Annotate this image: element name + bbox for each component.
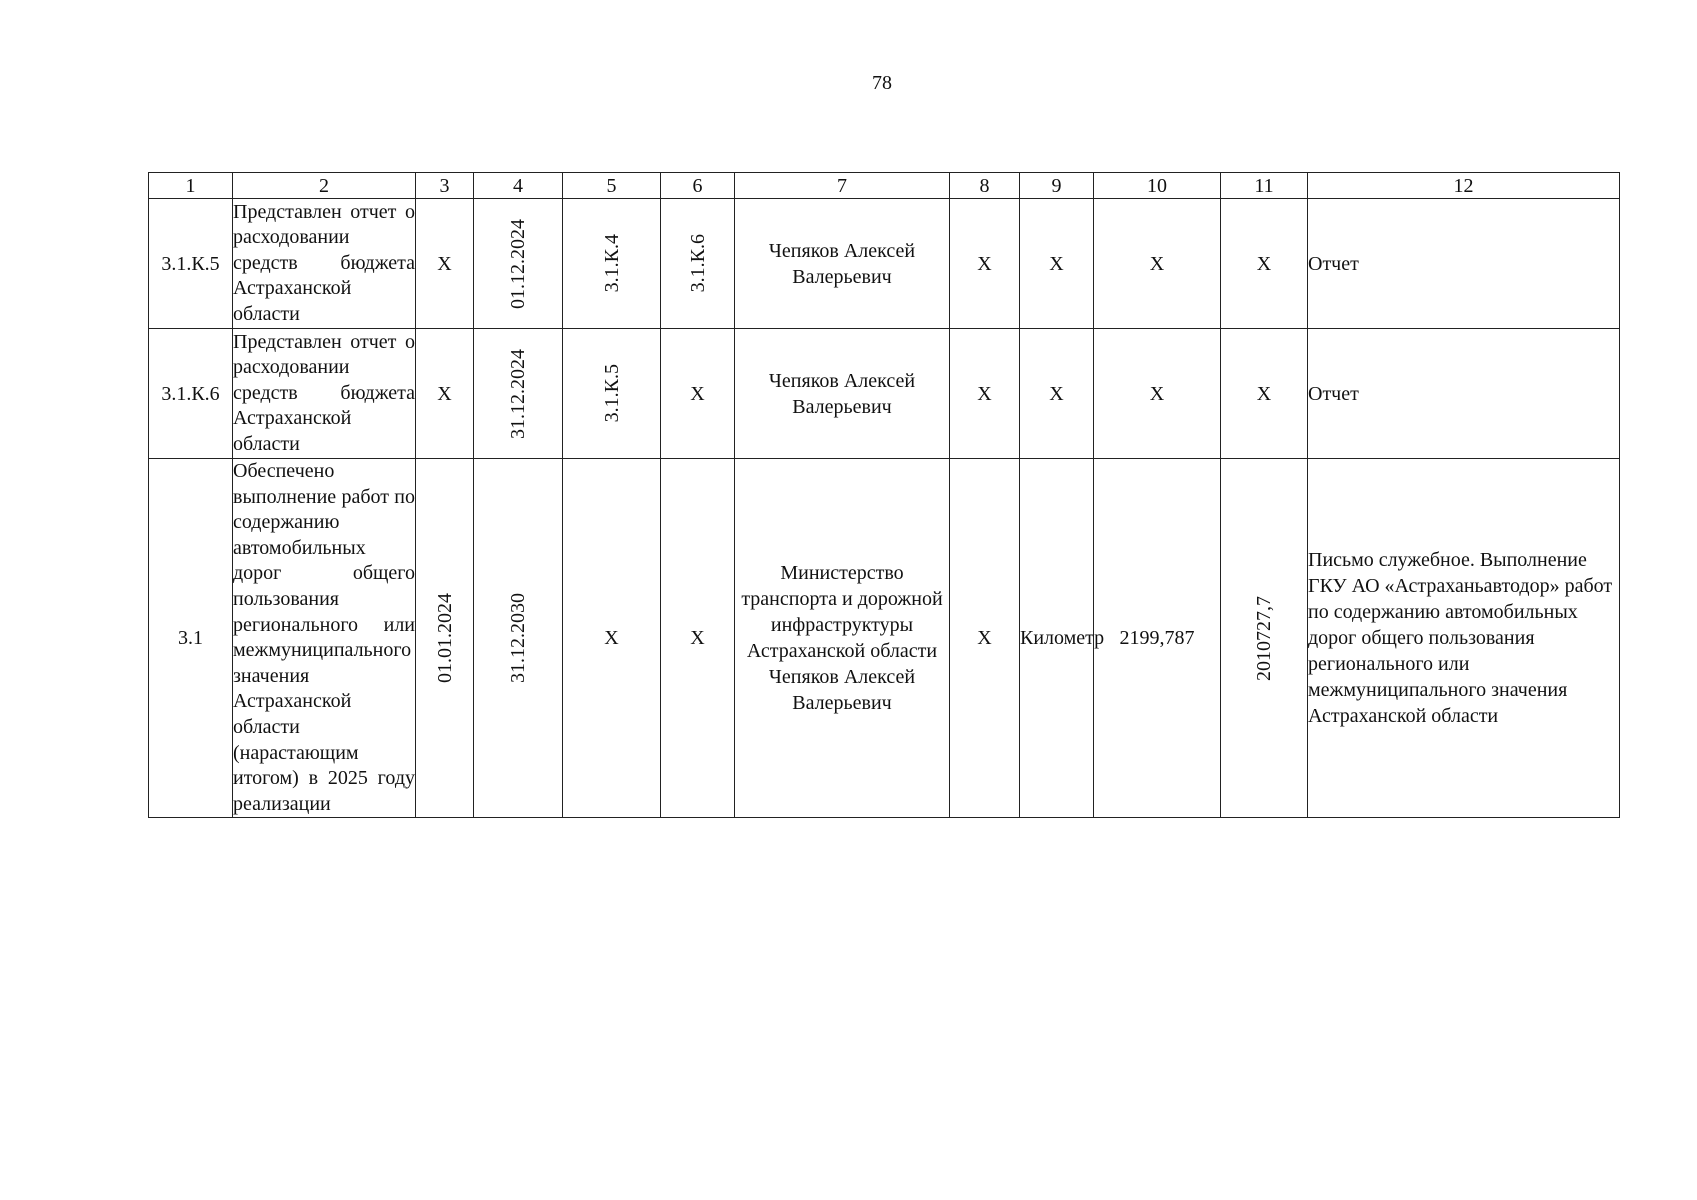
cell-col5: Х (563, 459, 661, 818)
cell-value: 2199,787 (1094, 459, 1221, 818)
header-row (149, 173, 1620, 199)
predecessor-text: 3.1.К.5 (600, 364, 623, 423)
header-cell: 9 (1020, 173, 1094, 199)
cell-col11 (1221, 459, 1308, 818)
row-result: Письмо служебное. Выполнение ГКУ АО «Астраханьавтодор» работ по содержанию автомобильных дорог общего пользования регионального или межмуниципального значения Астраханской области (1308, 459, 1620, 818)
successor-text: 3.1.К.6 (686, 234, 709, 293)
table-row (149, 199, 1620, 329)
cell-date (474, 199, 563, 329)
predecessor-text: 3.1.К.4 (600, 234, 623, 293)
cell-col10: Х (1094, 199, 1221, 329)
page-number: 78 (872, 72, 892, 94)
date-text: 31.12.2024 (507, 348, 529, 439)
cell-col6: Х (661, 329, 735, 459)
cell-unit: Километр (1020, 459, 1094, 818)
header-cell: 2 (233, 173, 416, 199)
total-value-text: 2010727,7 (1253, 595, 1275, 681)
cell-col8: Х (950, 199, 1020, 329)
cell-date (474, 459, 563, 818)
cell-col8: Х (950, 459, 1020, 818)
cell-col9: Х (1020, 199, 1094, 329)
row-description: Представлен отчет о расходовании средств бюджета Астраханской области (233, 199, 416, 329)
row-description: Обеспечено выполнение работ по содержанию автомобильных дорог общего пользования регионального или межмуниципального значения Астраханской области (нарастающим итогом) в 2025 году реализации (233, 459, 416, 818)
header-cell: 11 (1221, 173, 1308, 199)
header-cell: 12 (1308, 173, 1620, 199)
cell-col8: Х (950, 329, 1020, 459)
cell-col3: Х (416, 199, 474, 329)
row-result: Отчет (1308, 329, 1620, 459)
row-number: 3.1.К.5 (149, 199, 233, 329)
cell-col6: Х (661, 459, 735, 818)
date-text: 31.12.2030 (507, 593, 529, 684)
header-cell: 10 (1094, 173, 1221, 199)
cell-col11: Х (1221, 199, 1308, 329)
header-cell: 6 (661, 173, 735, 199)
cell-col5 (563, 199, 661, 329)
row-responsible: Министерство транспорта и дорожной инфраструктуры Астраханской области Чепяков Алексей Валерьевич (735, 459, 950, 818)
date-text: 01.12.2024 (507, 218, 529, 309)
header-cell: 1 (149, 173, 233, 199)
table-row (149, 329, 1620, 459)
row-number: 3.1 (149, 459, 233, 818)
header-cell: 8 (950, 173, 1020, 199)
header-cell: 7 (735, 173, 950, 199)
table-row (149, 459, 1620, 818)
cell-col5 (563, 329, 661, 459)
row-number: 3.1.К.6 (149, 329, 233, 459)
start-date-text: 01.01.2024 (433, 593, 456, 684)
cell-col11: Х (1221, 329, 1308, 459)
row-responsible: Чепяков Алексей Валерьевич (735, 199, 950, 329)
header-cell: 3 (416, 173, 474, 199)
row-result: Отчет (1308, 199, 1620, 329)
cell-start-date (416, 459, 474, 818)
cell-date (474, 329, 563, 459)
control-points-table (148, 172, 1620, 818)
header-cell: 4 (474, 173, 563, 199)
row-responsible: Чепяков Алексей Валерьевич (735, 329, 950, 459)
cell-col3: Х (416, 329, 474, 459)
row-description: Представлен отчет о расходовании средств бюджета Астраханской области (233, 329, 416, 459)
header-cell: 5 (563, 173, 661, 199)
cell-col10: Х (1094, 329, 1221, 459)
cell-col9: Х (1020, 329, 1094, 459)
cell-col6 (661, 199, 735, 329)
